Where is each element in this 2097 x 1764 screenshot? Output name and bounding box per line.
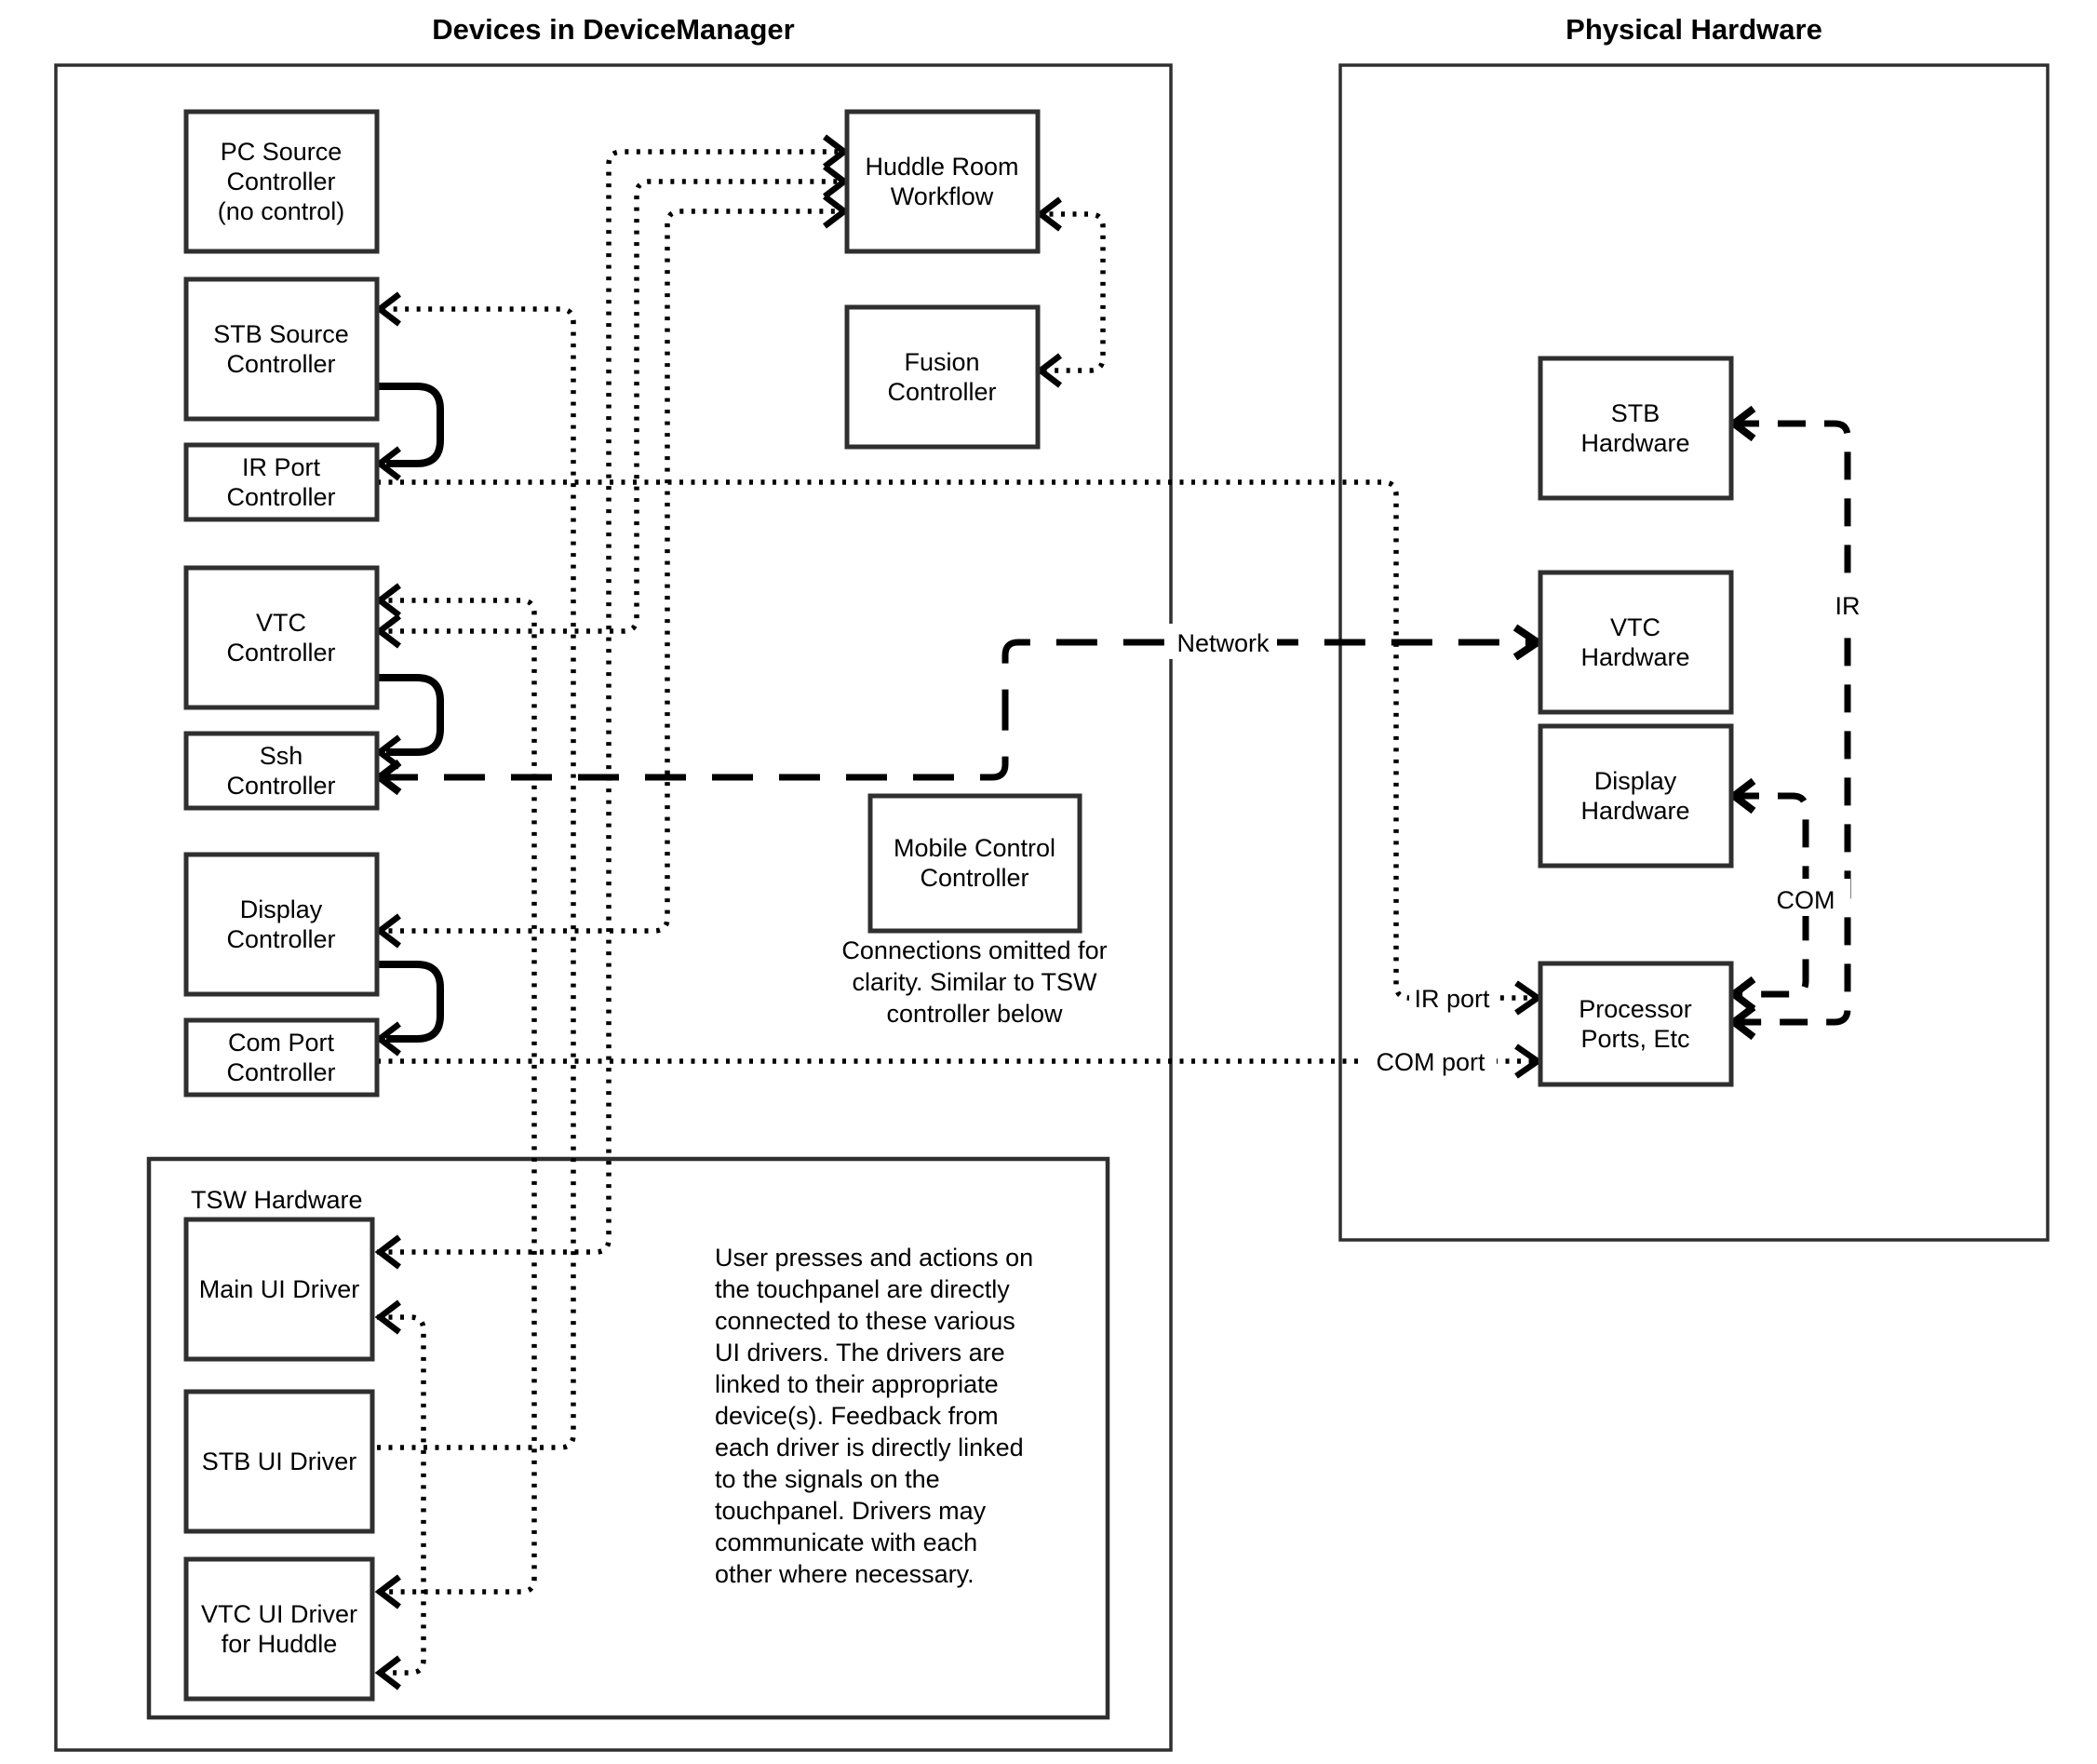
connection-display-controller-huddle-room-workflow: [377, 211, 847, 931]
tsw-note-line7: each driver is directly linked: [715, 1434, 1024, 1461]
tsw-note-line11: other where necessary.: [715, 1560, 975, 1588]
stb-source-label-line2: Controller: [226, 350, 336, 378]
physical-hardware-panel-title: Physical Hardware: [1566, 13, 1822, 46]
vtc-controller-box: [186, 568, 377, 707]
fusion-label-line2: Controller: [887, 378, 997, 406]
display-label-line2: Controller: [226, 925, 336, 953]
com-port-label-line1: Com Port: [227, 1029, 335, 1057]
connection-huddle-room-workflow-fusion-controller: [1038, 214, 1103, 370]
processor-ports-box: [1540, 963, 1731, 1084]
tsw-note-line8: to the signals on the: [715, 1465, 940, 1493]
ir-port-label-line2: Controller: [226, 483, 336, 511]
vtc-ui-driver-label-line2: for Huddle: [221, 1630, 338, 1658]
ssh-label-line2: Controller: [226, 772, 336, 800]
vtc-hardware-label-line1: VTC: [1610, 613, 1660, 641]
connection-display-controller-com-port-controller: [377, 964, 440, 1039]
stb-hardware-label-line1: STB: [1610, 399, 1660, 427]
vtc-hardware-label-line2: Hardware: [1580, 643, 1690, 671]
huddle-room-workflow-box: [847, 112, 1038, 251]
dashed-connections: [377, 424, 1848, 1022]
pc-source-label-line2: Controller: [226, 168, 336, 195]
connection-stb-source-ir-port: [377, 386, 440, 464]
stb-hardware-box: [1540, 358, 1731, 498]
tsw-description-text: [715, 1244, 1033, 1588]
stb-source-controller-box: [186, 279, 377, 419]
ssh-label-line1: Ssh: [259, 742, 303, 770]
vtc-ui-driver-box: [186, 1559, 372, 1699]
main-ui-driver-label: Main UI Driver: [198, 1275, 360, 1303]
hardware-nodes: [1540, 358, 1731, 1084]
tsw-note-line9: touchpanel. Drivers may: [715, 1497, 987, 1525]
pc-source-label-line3: (no control): [217, 197, 345, 225]
display-hardware-label-line2: Hardware: [1580, 797, 1690, 825]
ir-line-label: IR: [1835, 592, 1861, 620]
tsw-note-line2: the touchpanel are directly: [715, 1275, 1010, 1303]
vtc-hardware-box: [1540, 572, 1731, 712]
tsw-label-line1: TSW Hardware: [191, 1186, 363, 1214]
huddle-room-label-line1: Huddle Room: [865, 153, 1019, 181]
connection-network-ssh-vtc-hardware: [377, 642, 1536, 777]
display-label-line1: Display: [239, 895, 323, 923]
vtc-ui-driver-label-line1: VTC UI Driver: [201, 1600, 357, 1628]
stb-ui-driver-label: STB UI Driver: [201, 1448, 357, 1475]
network-line-label: Network: [1176, 629, 1270, 657]
com-line-label: COM: [1776, 886, 1835, 914]
tsw-note-line10: communicate with each: [715, 1528, 978, 1556]
mobile-note-line3: controller below: [886, 1000, 1063, 1028]
connection-main-ui-driver-huddle-room-workflow: [377, 152, 847, 1252]
mobile-note-line2: clarity. Similar to TSW: [852, 968, 1097, 996]
connection-vtc-controller-huddle-room-workflow: [377, 182, 847, 631]
tsw-note-line1: User presses and actions on: [715, 1244, 1034, 1272]
stb-hardware-label-line2: Hardware: [1580, 429, 1690, 457]
connection-ir-stb-hardware-processor: [1731, 424, 1848, 1022]
processor-ports-label-line2: Ports, Etc: [1580, 1025, 1690, 1053]
ir-port-label-line1: IR Port: [241, 453, 321, 481]
mobile-note-line1: Connections omitted for: [841, 936, 1108, 964]
mobile-control-label-line1: Mobile Control: [893, 834, 1056, 862]
line-labels: [1169, 585, 1871, 1078]
display-hardware-label-line1: Display: [1593, 767, 1677, 795]
tsw-note-line3: connected to these various: [715, 1307, 1015, 1335]
solid-connections: [377, 386, 440, 1039]
huddle-room-label-line2: Workflow: [890, 182, 994, 210]
com-port-line-label: COM port: [1376, 1048, 1485, 1076]
processor-ports-label-line1: Processor: [1579, 995, 1692, 1023]
tsw-note-line5: linked to their appropriate: [715, 1370, 999, 1398]
vtc-label-line1: VTC: [256, 609, 306, 637]
vtc-label-line2: Controller: [226, 639, 336, 667]
fusion-label-line1: Fusion: [904, 348, 980, 376]
pc-source-label-line1: PC Source: [220, 138, 343, 166]
display-hardware-box: [1540, 726, 1731, 866]
connection-main-ui-driver-vtc-ui-driver: [377, 1317, 423, 1673]
devices-panel-title: Devices in DeviceManager: [432, 13, 795, 46]
stb-source-label-line1: STB Source: [213, 320, 349, 348]
display-controller-box: [186, 855, 377, 994]
connection-vtc-controller-ssh-controller: [377, 678, 440, 752]
tsw-note-line4: UI drivers. The drivers are: [715, 1339, 1005, 1367]
arrow-into-processor-com-icon: [1734, 979, 1754, 1009]
mobile-control-label-line2: Controller: [920, 864, 1029, 892]
fusion-controller-box: [847, 307, 1038, 447]
tsw-note-line6: device(s). Feedback from: [715, 1402, 999, 1430]
connection-stb-ui-driver-stb-source-controller: [377, 309, 573, 1448]
com-port-label-line2: Controller: [226, 1058, 336, 1086]
ir-port-line-label: IR port: [1414, 985, 1490, 1013]
